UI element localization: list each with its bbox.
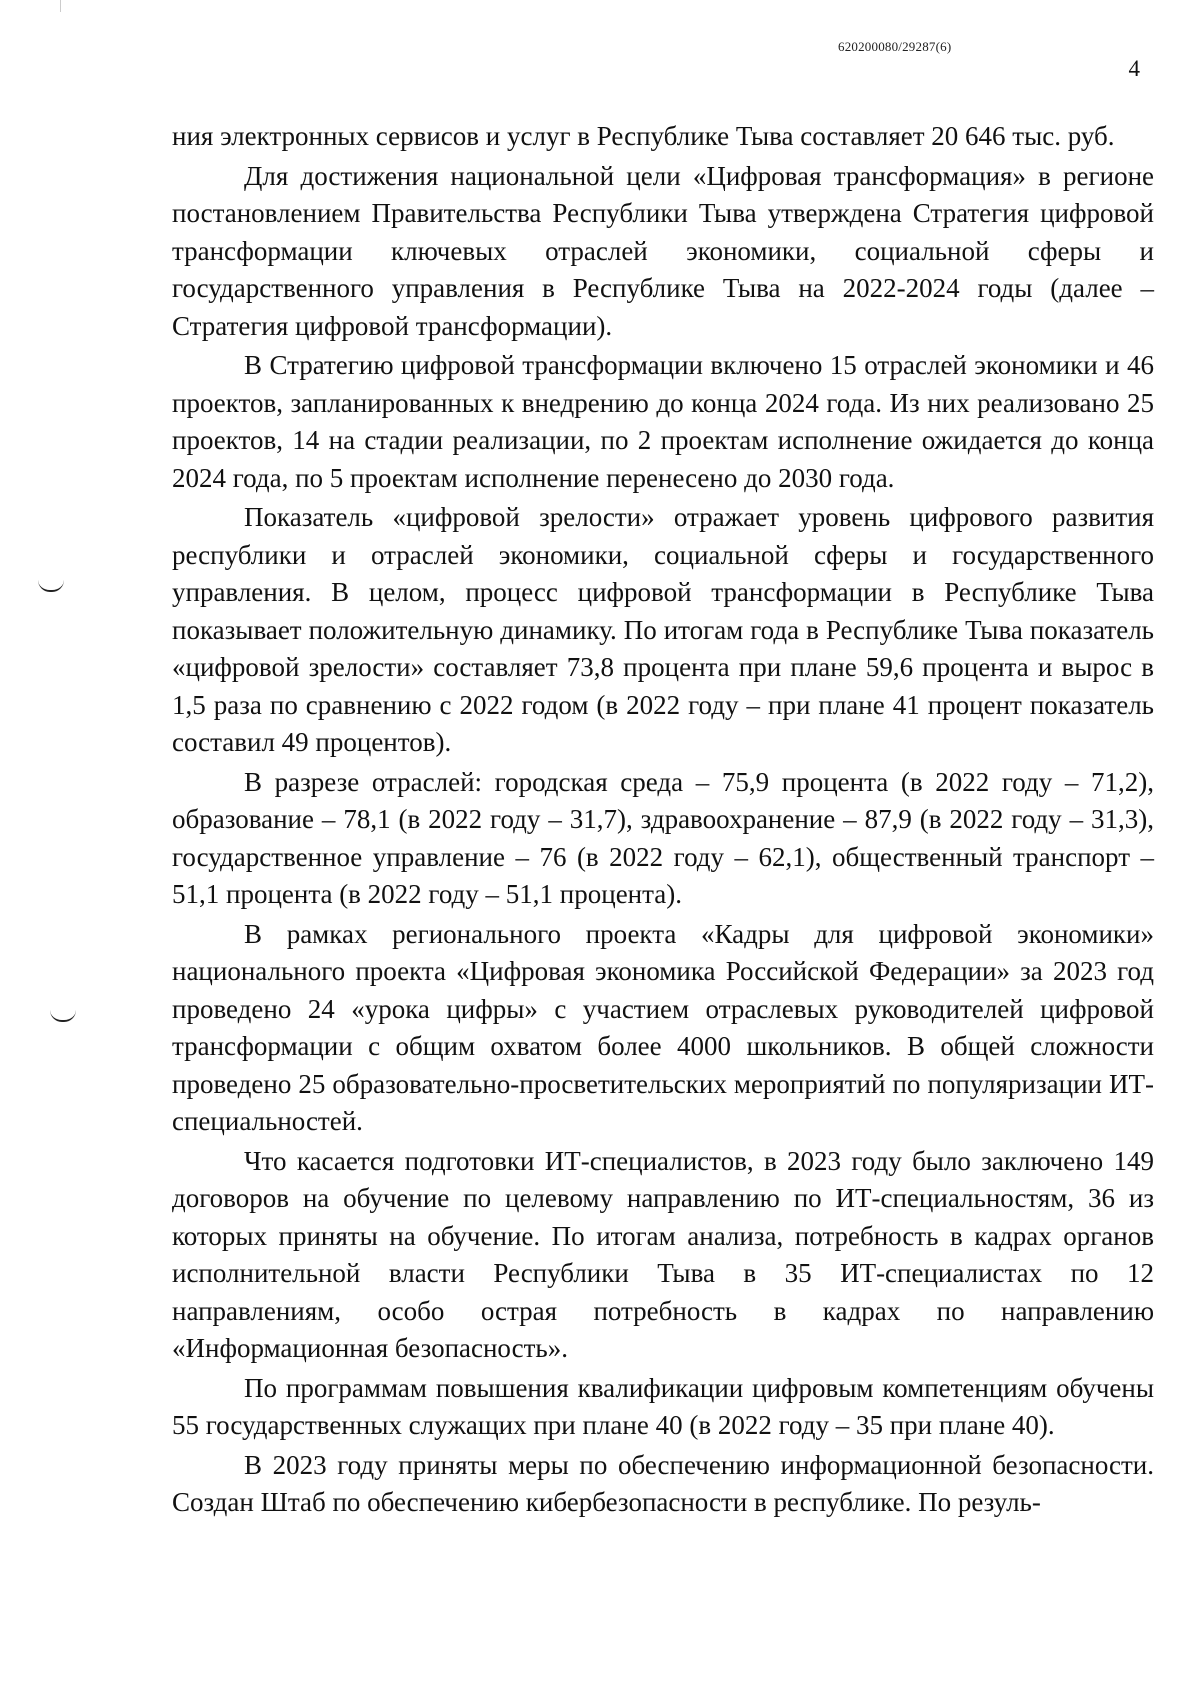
- paragraph-it-training: Что касается подготовки ИТ-специалистов, в 2023 году было заключено 149 договоров на обучение по целевому направлению по ИТ-специальностям, 36 из которых приняты на обучение. По итогам анализа, потребность в кадрах органов исполнительной власти Республики Тыва в 35 ИТ-специалистах по 12 направлениям, особо острая потребность в кадрах по направлению «Информационная безопасность».: [172, 1145, 1154, 1363]
- paragraph-sectors: В разрезе отраслей: городская среда – 75,9 процента (в 2022 году – 71,2), образование – 78,1 (в 2022 году – 31,7), здравоохранение – 87,9 (в 2022 году – 31,3), государственное управление – 76 (в 2022 году – 62,1), общественный транспорт – 51,1 процента (в 2022 году – 51,1 процента).: [172, 766, 1154, 909]
- paragraph-continuation: ния электронных сервисов и услуг в Республике Тыва составляет 20 646 тыс. руб.: [172, 121, 1115, 151]
- document-body: [172, 118, 1154, 1524]
- paragraph-qualification: По программам повышения квалификации цифровым компетенциям обучены 55 государственных служащих при плане 40 (в 2022 году – 35 при плане 40).: [172, 1372, 1154, 1440]
- paragraph-digital-maturity: Показатель «цифровой зрелости» отражает уровень цифрового развития республики и отраслей экономики, социальной сферы и государственного управления. В целом, процесс цифровой трансформации в Республике Тыва показывает положительную динамику. По итогам года в Республике Тыва показатель «цифровой зрелости» составляет 73,8 процента при плане 59,6 процента и вырос в 1,5 раза по сравнению с 2022 годом (в 2022 году – при плане 41 процент показатель составил 49 процентов).: [172, 502, 1154, 757]
- paragraph-personnel-project: В рамках регионального проекта «Кадры для цифровой экономики» национального проекта «Цифровая экономика Российской Федерации» за 2023 год проведено 24 «урока цифры» с участием отраслевых руководителей цифровой трансформации с общим охватом более 4000 школьников. В общей сложности проведено 25 образовательно-просветительских мероприятий по популяризации ИТ-специальностей.: [172, 918, 1154, 1136]
- margin-tick-mark: [50, 1010, 76, 1022]
- page-number: 4: [1128, 56, 1140, 81]
- paragraph-security: В 2023 году приняты меры по обеспечению информационной безопасности. Создан Штаб по обеспечению кибербезопасности в республике. По резуль-: [172, 1449, 1154, 1517]
- paragraph-projects: В Стратегию цифровой трансформации включено 15 отраслей экономики и 46 проектов, запланированных к внедрению до конца 2024 года. Из них реализовано 25 проектов, 14 на стадии реализации, по 2 проектам исполнение ожидается до конца 2024 года, по 5 проектам исполнение перенесено до 2030 года.: [172, 350, 1154, 493]
- document-registration-code: 620200080/29287(6): [838, 39, 952, 54]
- margin-tick-mark: [38, 580, 64, 592]
- paragraph-strategy: Для достижения национальной цели «Цифровая трансформация» в регионе постановлением Правительства Республики Тыва утверждена Стратегия цифровой трансформации ключевых отраслей экономики, социальной сферы и государственного управления в Республике Тыва на 2022-2024 годы (далее – Стратегия цифровой трансформации).: [172, 160, 1154, 341]
- scan-edge-mark: [60, 0, 61, 12]
